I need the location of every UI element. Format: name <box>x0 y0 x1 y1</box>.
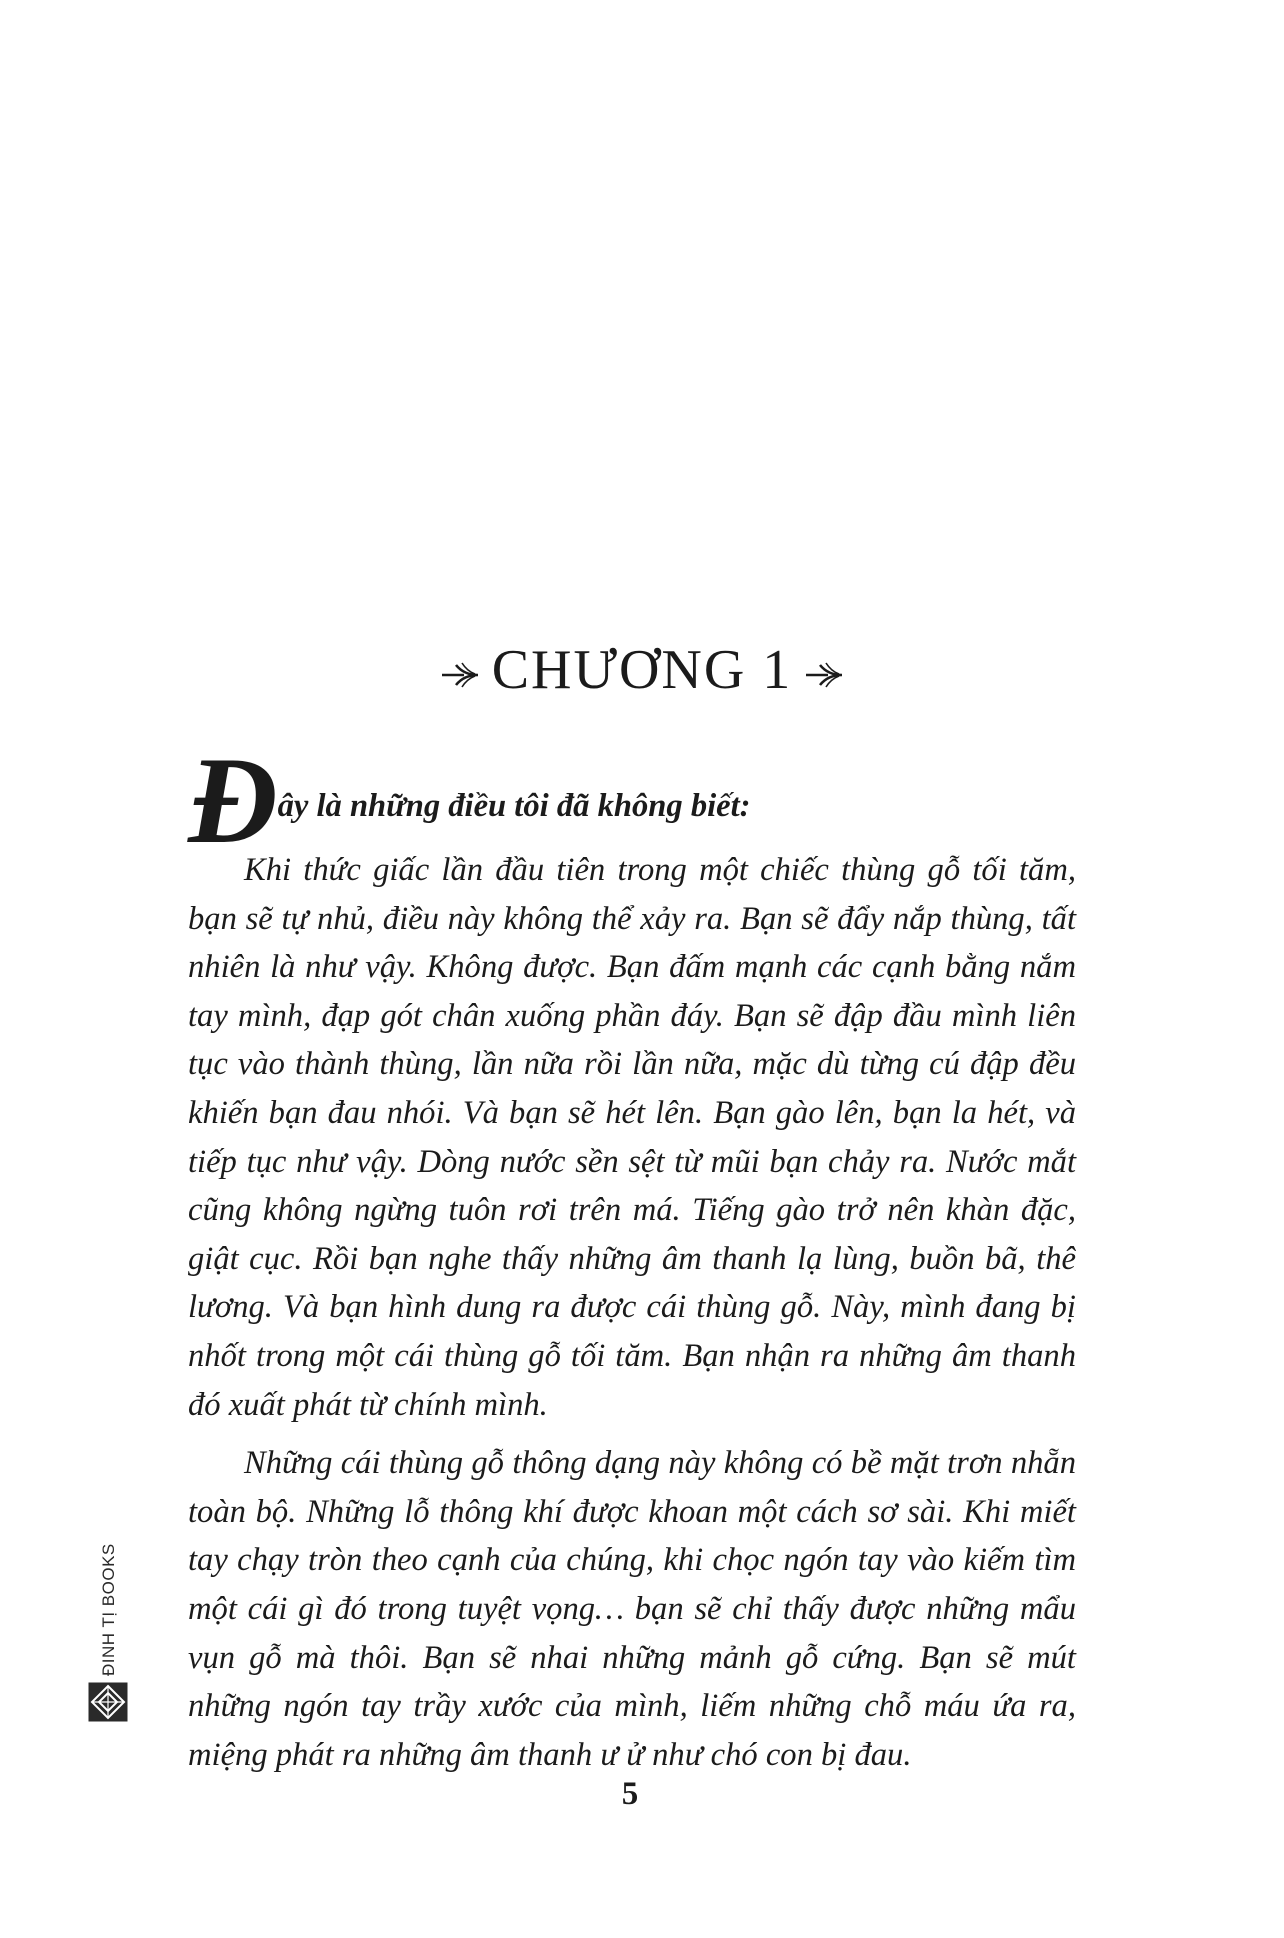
opening-line <box>188 732 1076 869</box>
chapter-body <box>188 732 1076 1779</box>
paragraph-1: Khi thức giấc lần đầu tiên trong một chiếc thùng gỗ tối tăm, bạn sẽ tự nhủ, điều này không thể xảy ra. Bạn sẽ đẩy nắp thùng, tất nhiên là như vậy. Không được. Bạn đấm mạnh các cạnh bằng nắm tay mình, đạp gót chân xuống phần đáy. Bạn sẽ đập đầu mình liên tục vào thành thùng, lần nữa rồi lần nữa, mặc dù từng cú đập đều khiến bạn đau nhói. Và bạn sẽ hét lên. Bạn gào lên, bạn la hét, và tiếp tục như vậy. Dòng nước sền sệt từ mũi bạn chảy ra. Nước mắt cũng không ngừng tuôn rơi trên má. Tiếng gào trở nên khàn đặc, giật cục. Rồi bạn nghe thấy những âm thanh lạ lùng, buồn bã, thê lương. Và bạn hình dung ra được cái thùng gỗ. Này, mình đang bị nhốt trong một cái thùng gỗ tối tăm. Bạn nhận ra những âm thanh đó xuất phát từ chính mình. <box>188 852 1076 1423</box>
page-number: 5 <box>621 1776 639 1812</box>
dinhti-diamond-logo-icon <box>88 1682 128 1727</box>
drop-cap: Đ <box>188 732 276 869</box>
ornament-left-icon <box>442 639 478 703</box>
ornament-right-icon <box>806 639 842 703</box>
chapter-title: CHƯƠNG 1 <box>491 638 793 701</box>
opening-line-text: ây là những điều tôi đã không biết: <box>277 788 751 824</box>
paragraph-2: Những cái thùng gỗ thông dạng này không có bề mặt trơn nhẵn toàn bộ. Những lỗ thông khí được khoan một cách sơ sài. Khi miết tay chạy tròn theo cạnh của chúng, khi chọc ngón tay vào kiếm tìm một cái gì đó trong tuyệt vọng… bạn sẽ chỉ thấy được những mẩu vụn gỗ mà thôi. Bạn sẽ nhai những mảnh gỗ cứng. Bạn sẽ mút những ngón tay trầy xước của mình, liếm những chỗ máu ứa ra, miệng phát ra những âm thanh ư ử như chó con bị đau. <box>188 1445 1076 1773</box>
chapter-heading <box>0 638 1284 707</box>
publisher-mark <box>88 1543 128 1720</box>
publisher-name: ĐINH TỊ BOOKS <box>99 1543 118 1676</box>
